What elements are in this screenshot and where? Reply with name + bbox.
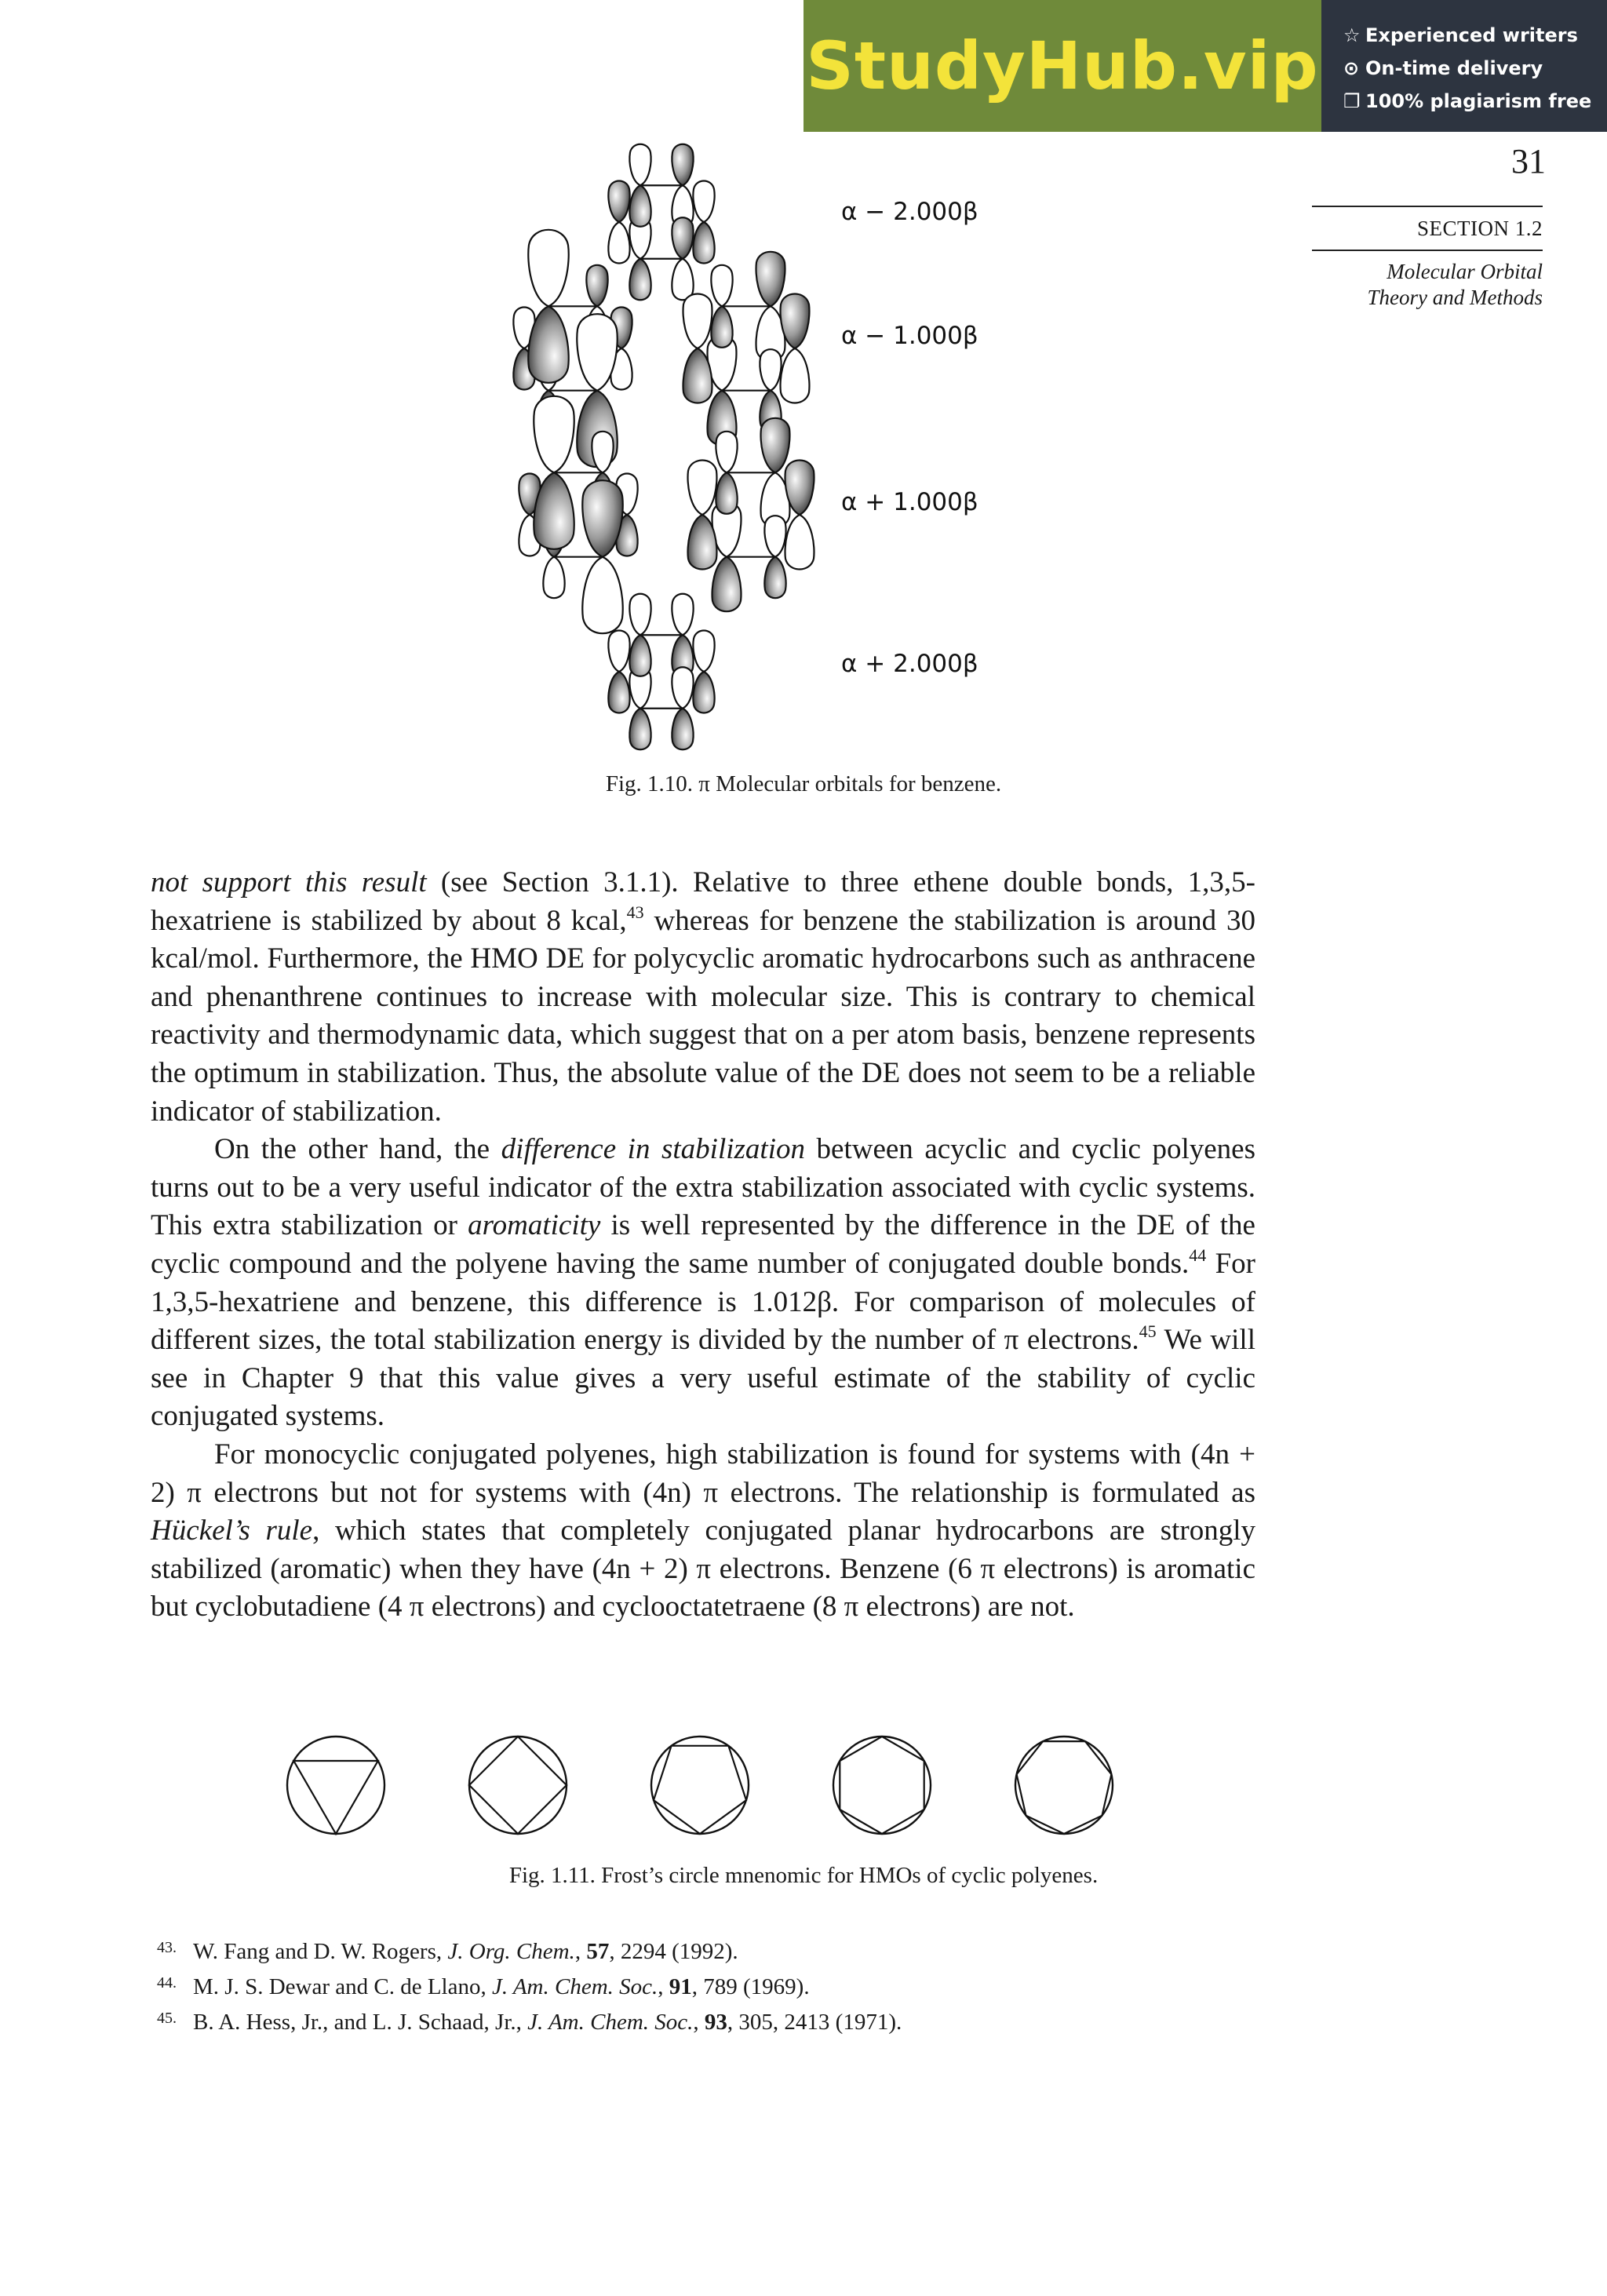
feature-experienced-writers: ☆ Experienced writers <box>1343 19 1607 52</box>
p-orbital-lobe-lower <box>608 222 629 264</box>
p-orbital-lobe-lower <box>582 557 622 634</box>
p-orbital-lobe-upper <box>760 349 781 391</box>
p-orbital-lobe-upper <box>693 631 714 672</box>
p-orbital-lobe-lower <box>672 709 693 750</box>
benzene-mo-6 <box>608 594 714 750</box>
energy-label-4: α + 2.000β <box>841 650 978 678</box>
p-orbital-lobe-lower <box>785 515 814 570</box>
benzene-mo-3 <box>683 252 810 445</box>
p-orbital-lobe-upper <box>672 594 693 636</box>
footnote-45: 45. B. A. Hess, Jr., and L. J. Schaad, Jr., J. Am. Chem. Soc., 93, 305, 2413 (1971). <box>157 2010 902 2035</box>
frost-circle-3 <box>287 1737 384 1834</box>
p-orbital-lobe-upper <box>672 144 693 186</box>
banner-features <box>1321 0 1607 132</box>
frost-circle-outline <box>287 1737 384 1834</box>
frost-circle-outline <box>833 1737 931 1834</box>
p-orbital-lobe-upper <box>534 396 574 472</box>
frost-circle-6 <box>833 1737 931 1834</box>
frost-circle-outline <box>651 1737 749 1834</box>
p-orbital-lobe-upper <box>711 265 732 307</box>
p-orbital-lobe-lower <box>608 672 629 713</box>
header-rule-bottom <box>1312 250 1543 251</box>
p-orbital-lobe-lower <box>711 306 732 348</box>
header-rule-top <box>1312 206 1543 207</box>
p-orbital-lobe-upper <box>528 230 568 307</box>
ref-44: 44 <box>1189 1245 1207 1265</box>
frost-circle-outline <box>1015 1737 1113 1834</box>
ad-banner[interactable] <box>804 0 1607 132</box>
p-orbital-lobe-lower <box>629 259 650 301</box>
p-orbital-lobe-lower <box>543 557 564 599</box>
p-orbital-lobe-lower <box>693 222 714 264</box>
paragraph-1: not support this result (see Section 3.1.1). Relative to three ethene double bonds, 1,3,5-hexatriene is stabilized by about 8 kcal,$^{43}$ whereas for benzene the stabilization is around 30 kcal/mol. Furthermore, the HMO DE for polycyclic aromatic hydrocarbons such as anthracene and phenanthrene continues to increase with molecular size. This is contrary to chemical reactivity and thermodynamic data, which suggest that on a per atom basis, benzene represents the optimum in stabilization. Thus, the absolute value of the DE does not seem to be a reliable indicator of stabilization. <box>151 866 1255 1128</box>
p-orbital-lobe-upper <box>672 667 693 709</box>
p-orbital-lobe-upper <box>586 265 607 307</box>
paragraph-3: For monocyclic conjugated polyenes, high stabilization is found for systems with (4n + 2) π electrons but not for systems with (4n) π electrons. The relationship is formulated as Hückel’s rule, which states that completely conjugated planar hydrocarbons are strongly stabilized (aromatic) when they have (4n + 2) π electrons. Benzene (6 π electrons) is aromatic but cyclobutadiene (4 π electrons) and cyclooctatetraene (8 π electrons) are not. <box>151 1438 1255 1624</box>
frost-circle-5 <box>651 1737 749 1834</box>
p-orbital-lobe-upper <box>608 631 629 672</box>
energy-label-2: α − 1.000β <box>841 322 978 350</box>
body-text <box>151 864 1255 1627</box>
frost-polygon-6 <box>840 1737 924 1834</box>
orbital-drawings <box>513 144 814 750</box>
p-orbital-lobe-upper <box>629 594 650 636</box>
feature-on-time-delivery: ⊙ On-time delivery <box>1343 52 1607 85</box>
p-orbital-lobe-upper <box>629 144 650 186</box>
running-title: Molecular Orbital Theory and Methods <box>1367 260 1543 309</box>
p-orbital-lobe-upper <box>683 294 712 349</box>
p-orbital-lobe-lower <box>629 709 650 750</box>
frost-circles-diagram <box>275 1726 1138 1852</box>
footnotes <box>157 1932 1334 2038</box>
p-orbital-lobe-lower <box>629 635 650 676</box>
p-orbital-lobe-lower <box>716 472 737 514</box>
energy-label-3: α + 1.000β <box>841 488 978 516</box>
p-orbital-lobe-upper <box>608 181 629 223</box>
footnote-44: 44. M. J. S. Dewar and C. de Llano, J. Am. Chem. Soc., 91, 789 (1969). <box>157 1974 810 1999</box>
p-orbital-lobe-lower <box>781 348 810 403</box>
star-icon: ☆ <box>1343 24 1361 46</box>
p-orbital-lobe-lower <box>693 672 714 713</box>
figure-caption-1-11: Fig. 1.11. Frost’s circle mnenomic for HMOs of cyclic polyenes. <box>508 1863 1099 1888</box>
energy-label-1: α − 2.000β <box>841 198 978 226</box>
p-orbital-lobe-lower <box>764 557 785 599</box>
feature-plagiarism-free: ❐ 100% plagiarism free <box>1343 85 1607 118</box>
p-orbital-lobe-upper <box>716 432 737 473</box>
document-icon: ❐ <box>1343 90 1361 112</box>
p-orbital-lobe-upper <box>756 252 785 307</box>
brand-logo-text[interactable]: StudyHub.vip <box>806 27 1319 104</box>
p-orbital-lobe-lower <box>672 259 693 301</box>
p-orbital-lobe-upper <box>761 418 790 473</box>
frost-circles <box>287 1737 1113 1834</box>
figure-caption-1-10: Fig. 1.10. π Molecular orbitals for benzene. <box>605 771 1002 796</box>
section-label: SECTION 1.2 <box>1417 217 1543 240</box>
p-orbital-lobe-lower <box>712 557 742 612</box>
p-orbital-lobe-upper <box>688 461 717 516</box>
ref-45: 45 <box>1139 1321 1157 1342</box>
frost-circle-4 <box>469 1737 567 1834</box>
frost-circle-7 <box>1015 1737 1113 1834</box>
p-orbital-lobe-upper <box>764 516 785 557</box>
paragraph-2: On the other hand, the difference in stabilization between acyclic and cyclic polyenes turns out to be a very useful indicator of the extra stabilization associated with cyclic systems. This extra stabilization or aromaticity is well represented by the difference in the DE of the cyclic compound and the polyene having the same number of conjugated double bonds.$^{44}$ For 1,3,5-hexatriene and benzene, this difference is 1.012β. For comparison of molecules of different sizes, the total stabilization energy is divided by the number of π electrons.$^{45}$ We will see in Chapter 9 that this value gives a very useful estimate of the stability of cyclic conjugated systems. <box>151 1133 1255 1433</box>
p-orbital-lobe-upper <box>693 181 714 223</box>
p-orbital-lobe-upper <box>672 217 693 259</box>
benzene-mo-1 <box>608 144 714 301</box>
benzene-mo-5 <box>688 418 814 611</box>
ref-43: 43 <box>626 902 644 922</box>
clock-icon: ⊙ <box>1343 57 1360 79</box>
page-number: 31 <box>1511 142 1546 180</box>
frost-circle-outline <box>469 1737 567 1834</box>
banner-brand-area[interactable] <box>804 0 1321 132</box>
p-orbital-lobe-lower <box>629 185 650 227</box>
footnote-43: 43. W. Fang and D. W. Rogers, J. Org. Chem., 57, 2294 (1992). <box>157 1939 738 1964</box>
